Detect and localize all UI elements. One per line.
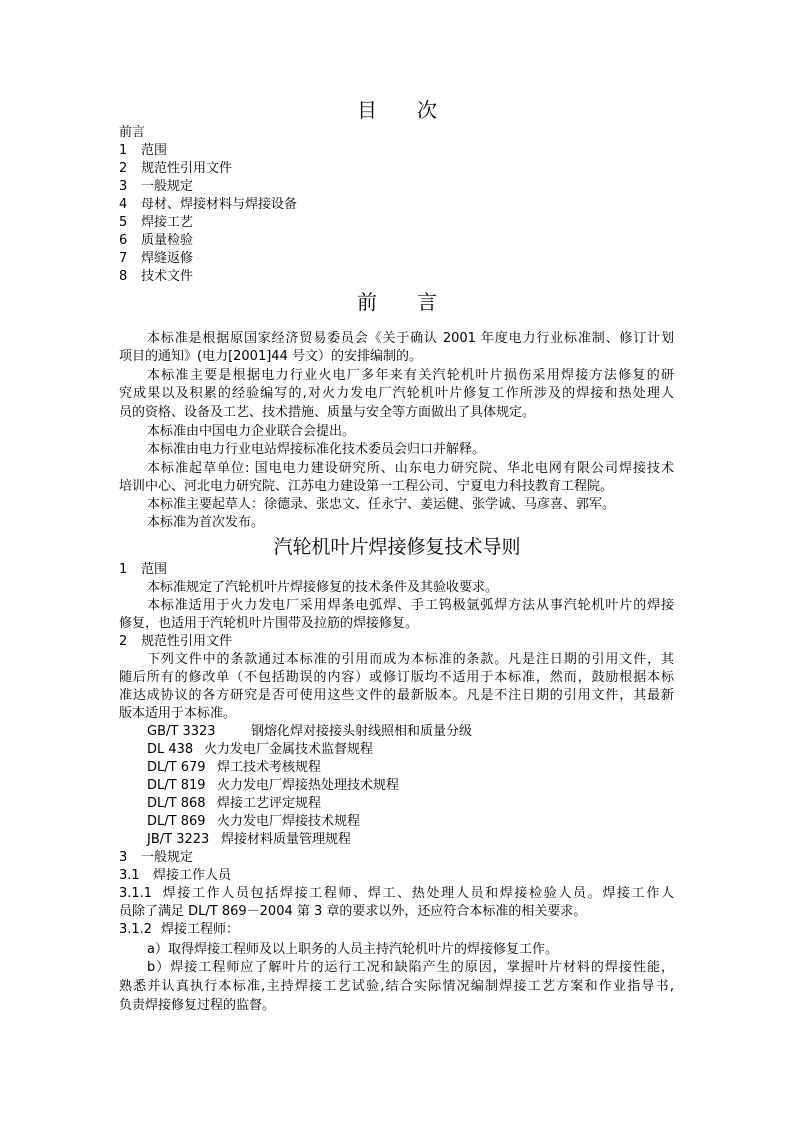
foreword-text: 员的资格、设备及工艺、技术措施、质量与安全等方面做出了具体规定。	[119, 405, 536, 420]
section-num: 1	[119, 562, 128, 577]
reference-item	[147, 831, 351, 849]
reference-title: 火力发电厂焊接技术规程	[217, 814, 361, 829]
toc-item-text: 质量检验	[141, 233, 194, 248]
reference-code: GB/T 3323	[147, 724, 216, 739]
list-item: b）焊接工程师应了解叶片的运行工况和缺陷产生的原因，掌握叶片材料的焊接性能，	[147, 960, 674, 975]
section-num: 2	[119, 634, 128, 649]
document-title: 汽轮机叶片焊接修复技术导则	[273, 536, 521, 558]
body-text: 修复，也适用于汽轮机叶片围带及拉筋的焊接修复。	[119, 616, 419, 631]
subsection-title: 焊接工作人员	[153, 868, 232, 883]
body-text: 本标准规定了汽轮机叶片焊接修复的技术条件及其验收要求。	[147, 580, 499, 595]
clause-text: 焊接工作人员包括焊接工程师、焊工、热处理人员和焊接检验人员。焊接工作人	[161, 886, 674, 901]
reference-item	[147, 741, 373, 759]
body-text: 准达成协议的各方研究是否可使用这些文件的最新版本。凡是不注日期的引用文件，其最新	[119, 688, 674, 703]
reference-title: 焊工技术考核规程	[217, 760, 322, 775]
foreword-title: 前 言	[357, 290, 437, 314]
foreword-text: 培训中心、河北电力研究院、江苏电力建设第一工程公司、宁夏电力科技教育工程院。	[119, 479, 614, 494]
foreword-text: 本标准主要是根据电力行业火电厂多年来有关汽轮机叶片损伤采用焊接方法修复的研	[147, 368, 674, 383]
body-text: 熟悉并认真执行本标准,主持焊接工艺试验,结合实际情况编制焊接工艺方案和作业指导书,	[119, 979, 674, 994]
section-num: 3	[119, 850, 128, 865]
foreword-text: 本标准起草单位: 国电电力建设研究所、山东电力研究院、华北电网有限公司焊接技术	[147, 461, 674, 476]
toc-item-text: 技术文件	[141, 269, 194, 284]
toc-item	[119, 214, 193, 232]
toc-item-text: 焊缝返修	[141, 251, 194, 266]
subsection-num: 3.1	[119, 868, 140, 883]
section-title: 一般规定	[141, 850, 194, 865]
list-item: a）取得焊接工程师及以上职务的人员主持汽轮机叶片的焊接修复工作。	[147, 942, 558, 957]
reference-code: JB/T 3223	[147, 832, 210, 847]
foreword-text: 本标准由中国电力企业联合会提出。	[147, 424, 356, 439]
body-text: 随后所有的修改单（不包括勘误的内容）或修订版均不适用于本标准，然而，鼓励根据本标	[119, 670, 674, 685]
toc-item	[119, 250, 193, 268]
toc-item-text: 母材、焊接材料与焊接设备	[141, 197, 298, 212]
foreword-text: 本标准由电力行业电站焊接标准化技术委员会归口并解释。	[147, 442, 486, 457]
reference-title: 焊接材料质量管理规程	[221, 832, 352, 847]
toc-item-num: 7	[119, 251, 128, 266]
body-text: 下列文件中的条款通过本标准的引用而成为本标准的条款。凡是注日期的引用文件，其	[147, 652, 674, 667]
foreword-text: 究成果以及积累的经验编写的,对火力发电厂汽轮机叶片修复工作所涉及的焊接和热处理人	[119, 386, 674, 401]
reference-code: DL 438	[147, 742, 194, 757]
clause-title: 焊接工程师：	[161, 922, 240, 937]
reference-item	[147, 759, 321, 777]
section-title: 范围	[141, 562, 168, 577]
foreword-text: 本标准为首次发布。	[147, 515, 265, 530]
body-text: 本标准适用于火力发电厂采用焊条电弧焊、手工钨极氩弧焊方法从事汽轮机叶片的焊接	[147, 598, 674, 613]
toc-item-text: 规范性引用文件	[141, 161, 233, 176]
toc-item-num: 6	[119, 233, 128, 248]
clause-num: 3.1.1	[119, 886, 153, 901]
reference-code: DL/T 819	[147, 778, 206, 793]
reference-title: 焊接工艺评定规程	[217, 796, 322, 811]
toc-item-num: 3	[119, 179, 128, 194]
reference-title: 火力发电厂焊接热处理技术规程	[217, 778, 400, 793]
body-text: 负责焊接修复过程的监督。	[119, 998, 276, 1013]
toc-item	[119, 124, 145, 142]
foreword-text: 项目的通知》(电力[2001]44 号文）的安排编制的。	[119, 349, 422, 364]
reference-title: 钢熔化焊对接接头射线照相和质量分级	[251, 724, 473, 739]
body-text: 版本适用于本标准。	[119, 706, 237, 721]
clause-num: 3.1.2	[119, 922, 153, 937]
reference-item	[147, 795, 321, 813]
section-title: 规范性引用文件	[141, 634, 233, 649]
section-heading	[119, 633, 232, 651]
toc-item	[119, 142, 167, 160]
toc-title: 目 次	[357, 98, 437, 122]
body-text: 员除了满足 DL/T 869－2004 第 3 章的要求以外，还应符合本标准的相关要求。	[119, 904, 587, 919]
subsection-heading	[119, 867, 231, 885]
foreword-text: 本标准主要起草人：徐德录、张忠文、任永宁、姜运健、张学诚、马彦喜、郭军。	[147, 497, 616, 512]
section-heading	[119, 561, 167, 579]
toc-item	[119, 232, 193, 250]
foreword-text: 本标准是根据原国家经济贸易委员会《关于确认 2001 年度电力行业标准制、修订计划	[147, 331, 674, 346]
section-heading	[119, 849, 193, 867]
toc-item	[119, 268, 193, 286]
toc-item	[119, 178, 193, 196]
toc-item-num: 8	[119, 269, 128, 284]
reference-item	[147, 723, 472, 741]
reference-code: DL/T 869	[147, 814, 206, 829]
toc-item-text: 焊接工艺	[141, 215, 194, 230]
toc-item-num: 2	[119, 161, 128, 176]
reference-title: 火力发电厂金属技术监督规程	[204, 742, 374, 757]
toc-item-text: 范围	[141, 143, 168, 158]
reference-code: DL/T 679	[147, 760, 206, 775]
toc-item	[119, 196, 297, 214]
subsection-heading	[119, 921, 239, 939]
toc-item-text: 前言	[119, 125, 146, 140]
toc-item-num: 4	[119, 197, 128, 212]
toc-item-text: 一般规定	[141, 179, 194, 194]
body-text	[119, 885, 674, 903]
reference-item	[147, 813, 360, 831]
toc-item-num: 5	[119, 215, 128, 230]
toc-item	[119, 160, 232, 178]
reference-item	[147, 777, 399, 795]
reference-code: DL/T 868	[147, 796, 206, 811]
toc-item-num: 1	[119, 143, 128, 158]
